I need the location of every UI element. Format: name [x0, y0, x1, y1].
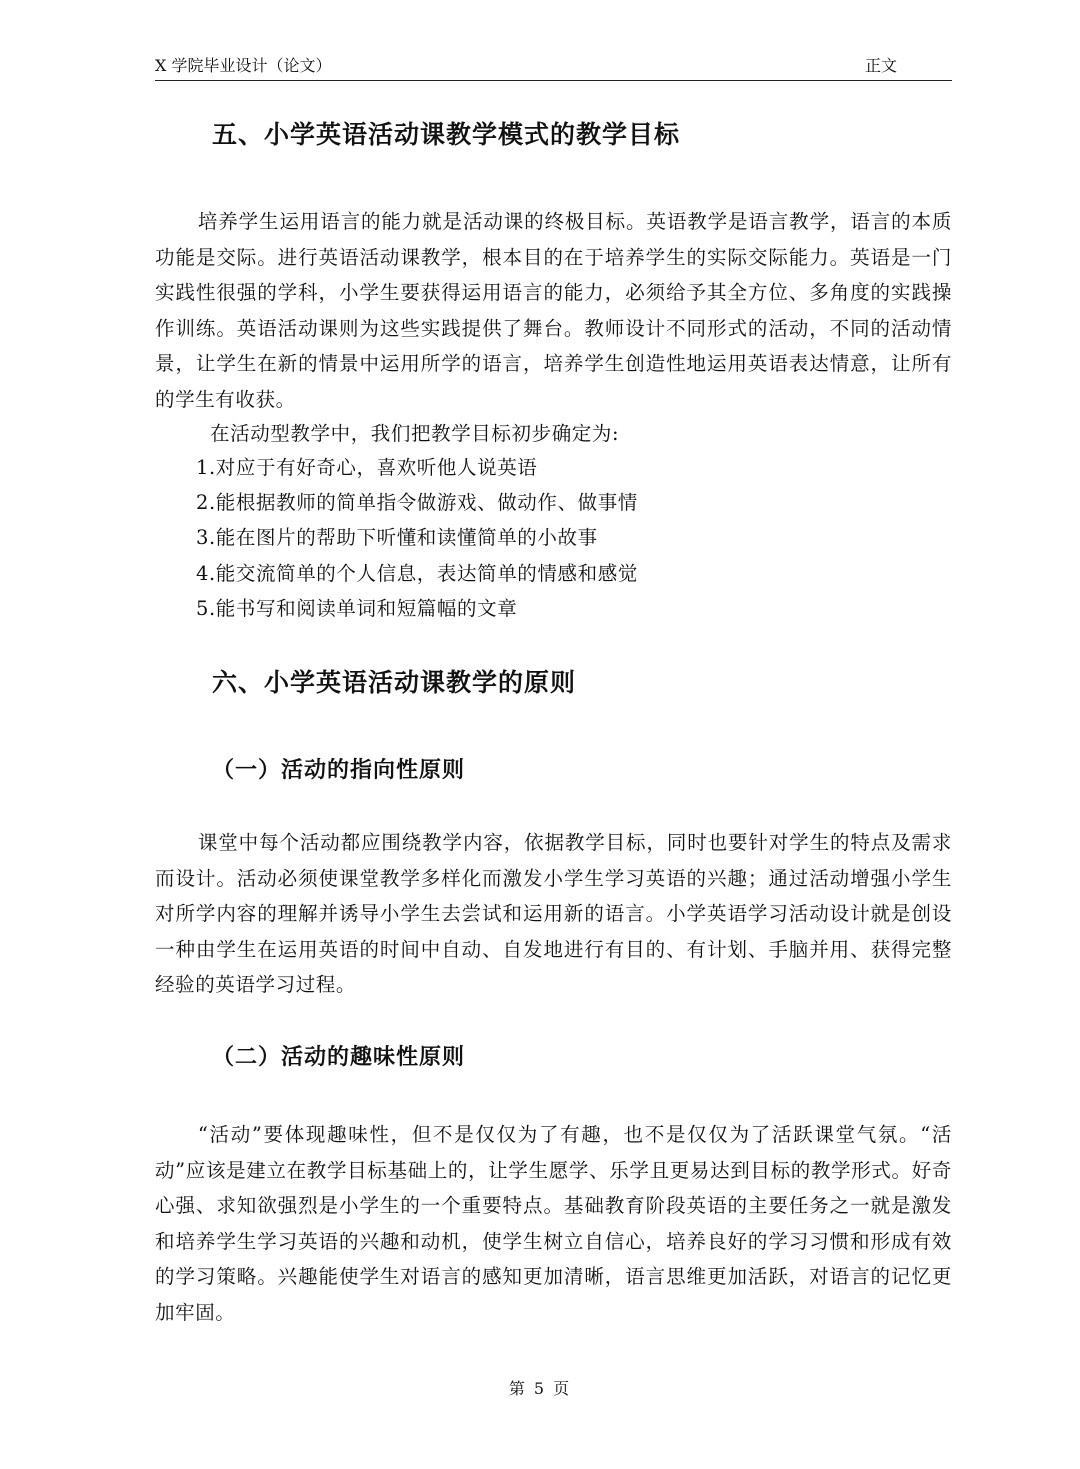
list-item: 3.能在图片的帮助下听懂和读懂简单的小故事	[196, 526, 598, 550]
page-number: 第 5 页	[508, 1379, 572, 1398]
list-item: 5.能书写和阅读单词和短篇幅的文章	[196, 596, 518, 620]
section-6-title: 六、小学英语活动课教学的原则	[212, 668, 577, 697]
header-section-label: 正文	[864, 56, 897, 75]
header-thesis-label: X 学院毕业设计（论文）	[155, 56, 332, 75]
list-item: 4.能交流简单的个人信息，表达简单的情感和感觉	[196, 561, 638, 585]
subsection-2-title: （二）活动的趣味性原则	[212, 1045, 466, 1070]
page-header	[155, 54, 952, 81]
subsection-2-paragraph: “活动”要体现趣味性，但不是仅仅为了有趣，也不是仅仅为了活跃课堂气氛。“活动”应该是建立在教学目标基础上的，让学生愿学、乐学且更易达到目标的教学形式。好奇心强、求知欲强烈是小学生的一个重要特点。基础教育阶段英语的主要任务之一就是激发和培养学生学习英语的兴趣和动机，使学生树立自信心，培养良好的学习习惯和形成有效的学习策略。兴趣能使学生对语言的感知更加清晰，语言思维更加活跃，对语言的记忆更加牢固。	[155, 1123, 952, 1324]
section-5-title: 五、小学英语活动课教学模式的教学目标	[212, 120, 681, 149]
section-5-paragraph: 培养学生运用语言的能力就是活动课的终极目标。英语教学是语言教学，语言的本质功能是交际。进行英语活动课教学，根本目的在于培养学生的实际交际能力。英语是一门实践性很强的学科，小学生要获得运用语言的能力，必须给予其全方位、多角度的实践操作训练。英语活动课则为这些实践提供了舞台。教师设计不同形式的活动，不同的活动情景，让学生在新的情景中运用所学的语言，培养学生创造性地运用英语表达情意，让所有的学生有收获。	[155, 210, 952, 411]
list-item: 1.对应于有好奇心，喜欢听他人说英语	[196, 456, 538, 479]
goals-intro: 在活动型教学中，我们把教学目标初步确定为:	[210, 422, 620, 445]
subsection-1-paragraph: 课堂中每个活动都应围绕教学内容，依据教学目标，同时也要针对学生的特点及需求而设计。活动必须使课堂教学多样化而激发小学生学习英语的兴趣；通过活动增强小学生对所学内容的理解并诱导小学生去尝试和运用新的语言。小学英语学习活动设计就是创设一种由学生在运用英语的时间中自动、自发地进行有目的、有计划、手脑并用、获得完整经验的英语学习过程。	[155, 831, 952, 996]
teaching-goals-list	[196, 450, 638, 626]
subsection-1-title: （一）活动的指向性原则	[212, 758, 466, 783]
list-item: 2.能根据教师的简单指令做游戏、做动作、做事情	[196, 491, 638, 515]
